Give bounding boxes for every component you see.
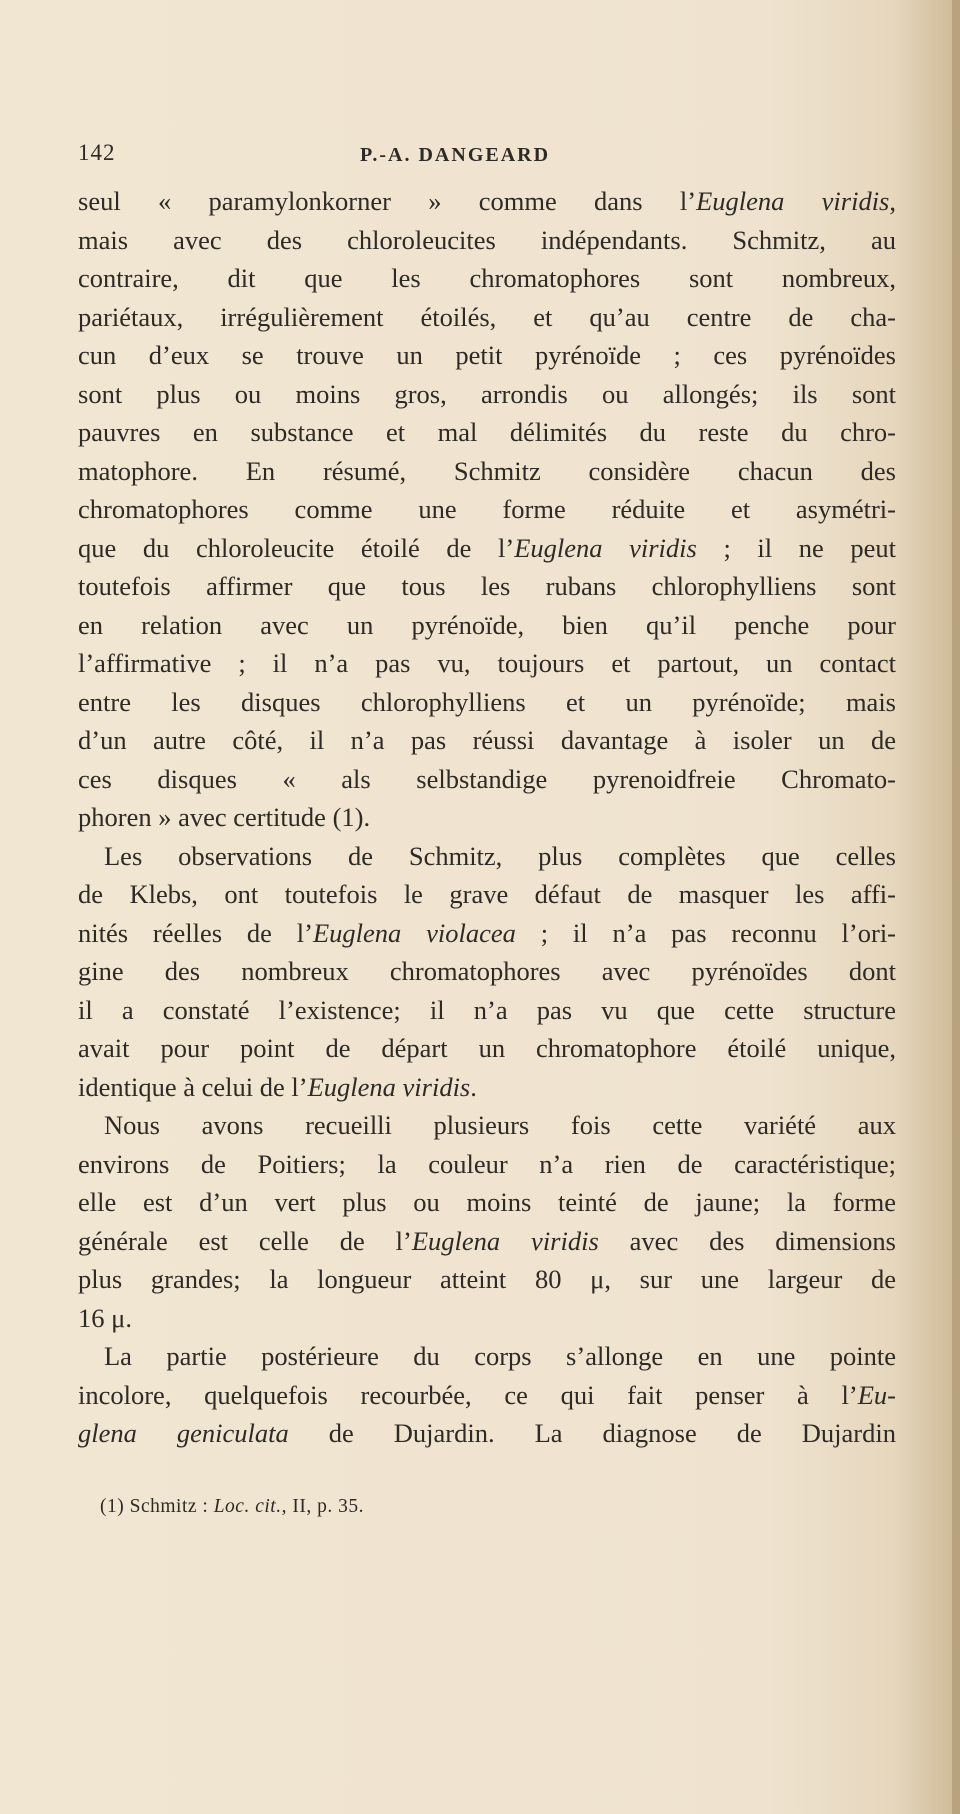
- text-line: gine des nombreux chromatophores avec pyrénoïdes dont: [78, 956, 896, 986]
- text-line: entre les disques chlorophylliens et un pyrénoïde; mais: [78, 686, 896, 717]
- running-head-author: P.-A. DANGEARD: [360, 144, 551, 166]
- text-line: mais avec des chloroleucites indépendants. Schmitz, au: [78, 224, 896, 255]
- body-text: [78, 182, 896, 1453]
- text-line: il a constaté l’existence; il n’a pas vu que cette structure: [78, 994, 896, 1025]
- footnote-text-suffix: , II, p. 35.: [281, 1496, 364, 1517]
- footnote-mark: (1): [100, 1496, 125, 1517]
- text-line: pariétaux, irrégulièrement étoilés, et qu’au centre de cha-: [78, 301, 896, 332]
- text-line: avait pour point de départ un chromatophore étoilé unique,: [78, 1033, 896, 1063]
- text-line: de Klebs, ont toutefois le grave défaut de masquer les affi-: [78, 879, 896, 909]
- text-line: cun d’eux se trouve un petit pyrénoïde ; ces pyrénoïdes: [78, 340, 896, 370]
- text-line: que du chloroleucite étoilé de l’Euglena viridis ; il ne peut: [78, 532, 896, 563]
- text-line: Les observations de Schmitz, plus complètes que celles: [104, 840, 896, 871]
- text-line: Nous avons recueilli plusieurs fois cette variété aux: [104, 1110, 896, 1140]
- page-number: 142: [78, 140, 116, 165]
- footnote: [100, 1496, 800, 1518]
- text-line: identique à celui de l’Euglena viridis.: [78, 1071, 477, 1102]
- text-line: sont plus ou moins gros, arrondis ou allongés; ils sont: [78, 378, 896, 409]
- text-line: en relation avec un pyrénoïde, bien qu’il penche pour: [78, 609, 896, 640]
- text-line: ces disques « als selbstandige pyrenoidfreie Chromato-: [78, 763, 896, 794]
- text-line: incolore, quelquefois recourbée, ce qui fait penser à l’Eu-: [78, 1379, 896, 1410]
- text-line: chromatophores comme une forme réduite et asymétri-: [78, 494, 896, 524]
- text-line: générale est celle de l’Euglena viridis avec des dimensions: [78, 1225, 896, 1256]
- running-header: [78, 140, 898, 180]
- text-line: environs de Poitiers; la couleur n’a rien de caractéristique;: [78, 1148, 896, 1179]
- text-line: matophore. En résumé, Schmitz considère chacun des: [78, 455, 896, 486]
- page-edge: [952, 0, 960, 1814]
- text-line: elle est d’un vert plus ou moins teinté de jaune; la forme: [78, 1187, 896, 1217]
- text-line: pauvres en substance et mal délimités du reste du chro-: [78, 417, 896, 447]
- text-line: plus grandes; la longueur atteint 80 μ, sur une largeur de: [78, 1264, 896, 1294]
- text-line: La partie postérieure du corps s’allonge en une pointe: [104, 1341, 896, 1371]
- footnote-text-prefix: Schmitz :: [129, 1496, 214, 1517]
- text-line: 16 μ.: [78, 1302, 132, 1333]
- text-line: phoren » avec certitude (1).: [78, 802, 371, 832]
- footnote-italic-ref: Loc. cit.: [213, 1496, 282, 1517]
- text-line: d’un autre côté, il n’a pas réussi davantage à isoler un de: [78, 725, 896, 755]
- text-line: toutefois affirmer que tous les rubans chlorophylliens sont: [78, 571, 896, 601]
- text-line: seul « paramylonkorner » comme dans l’Euglena viridis,: [78, 186, 896, 216]
- text-line: l’affirmative ; il n’a pas vu, toujours et partout, un contact: [78, 648, 896, 678]
- text-line: contraire, dit que les chromatophores sont nombreux,: [78, 263, 896, 293]
- text-line: glena geniculata de Dujardin. La diagnose de Dujardin: [78, 1418, 896, 1448]
- text-line: nités réelles de l’Euglena violacea ; il n’a pas reconnu l’ori-: [78, 917, 897, 948]
